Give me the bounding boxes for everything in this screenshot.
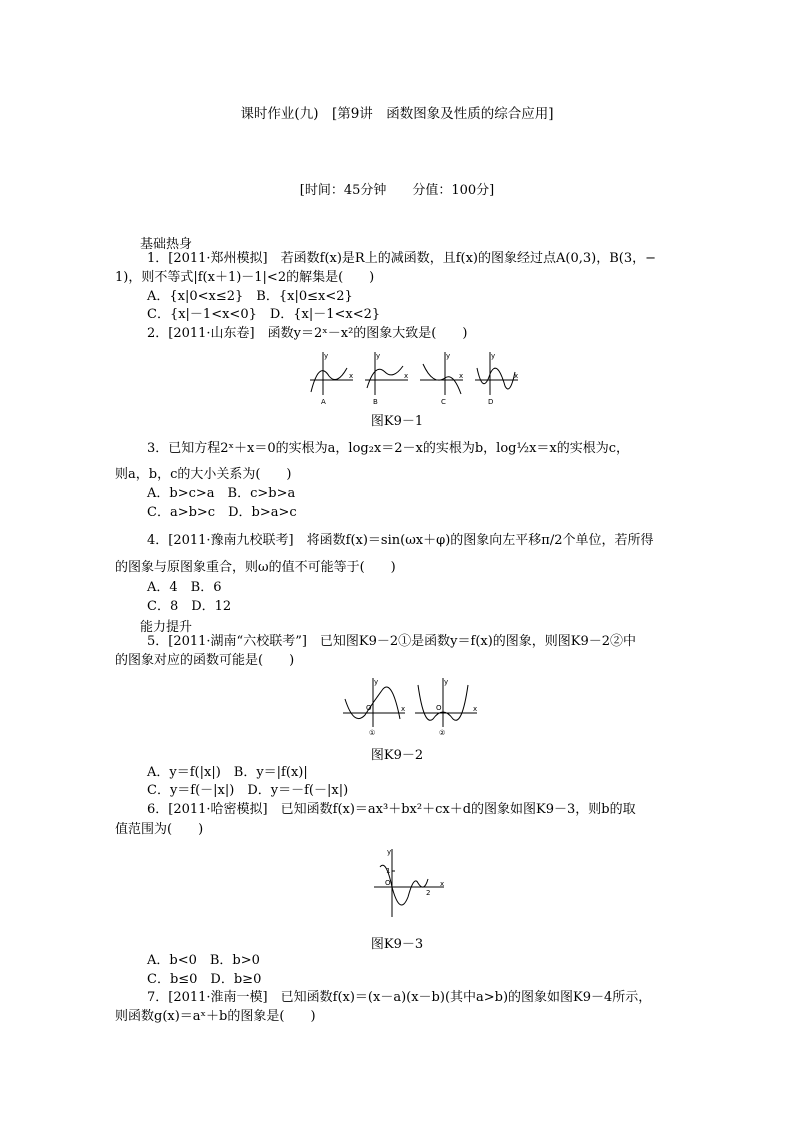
fig1-c-x-label: x xyxy=(459,372,464,380)
figure-k9-2 xyxy=(340,675,480,740)
q6-line1: 6．[2011·哈密模拟] 已知函数f(x)＝ax³＋bx²＋cx＋d的图象如图K9－3，则b的取 xyxy=(147,802,636,817)
page-title: 课时作业(九) [第9讲 函数图象及性质的综合应用] xyxy=(240,106,554,122)
q1-line2: 1)，则不等式|f(x＋1)－1|<2的解集是( ) xyxy=(115,270,375,285)
fig3-tick-2: 2 xyxy=(426,889,431,897)
fig1-a-y-label: y xyxy=(324,352,329,360)
fig2-2-x-label: x xyxy=(473,705,478,713)
fig3-tick-1: 1 xyxy=(386,867,391,875)
section-basic: 基础热身 xyxy=(140,237,193,252)
q4-line1: 4．[2011·豫南九校联考] 将函数f(x)＝sin(ωx＋φ)的图象向左平移π/2个单位，若所得 xyxy=(147,533,654,548)
fig2-label-1: ① xyxy=(369,729,376,737)
fig2-2-y-label: y xyxy=(444,678,449,686)
q3-line2: 则a，b，c的大小关系为( ) xyxy=(115,467,292,482)
q4-options-ab: A．4 B．6 xyxy=(147,580,222,595)
fig1-label-a: A xyxy=(321,398,326,405)
fig1-d-x-label: x xyxy=(514,372,519,380)
q5-line1: 5．[2011·湖南“六校联考”] 已知图K9－2①是函数y＝f(x)的图象，则图K9－2②中 xyxy=(147,634,637,649)
fig3-x-label: x xyxy=(440,880,445,888)
figure-k9-1-caption: 图K9－1 xyxy=(370,414,424,429)
fig3-origin: O xyxy=(385,879,391,887)
q1-options-ab: A．{x|0<x≤2} B．{x|0≤x<2} xyxy=(147,289,353,304)
fig2-2-origin: O xyxy=(436,704,442,712)
fig1-a-x-label: x xyxy=(349,372,354,380)
q1-options-cd: C．{x|－1<x<0} D．{x|－1<x<2} xyxy=(147,307,381,322)
fig1-b-x-label: x xyxy=(404,372,409,380)
q6-options-ab: A．b<0 B．b>0 xyxy=(147,953,260,968)
q5-options-cd: C．y＝f(－|x|) D．y＝－f(－|x|) xyxy=(147,783,349,798)
q7-line2: 则函数g(x)＝aˣ＋b的图象是( ) xyxy=(115,1009,316,1024)
q2-line1: 2．[2011·山东卷] 函数y＝2ˣ－x²的图象大致是( ) xyxy=(147,326,468,341)
fig1-label-c: C xyxy=(441,398,446,405)
q6-options-cd: C．b≤0 D．b≥0 xyxy=(147,972,262,987)
fig1-b-y-label: y xyxy=(376,352,381,360)
q5-line2: 的图象对应的函数可能是( ) xyxy=(115,653,295,668)
q4-line2: 的图象与原图象重合，则ω的值不可能等于( ) xyxy=(115,560,396,575)
figure-k9-3 xyxy=(370,845,450,920)
q6-line2: 值范围为( ) xyxy=(115,822,204,837)
fig2-label-2: ② xyxy=(439,729,446,737)
q5-options-ab: A．y＝f(|x|) B．y＝|f(x)| xyxy=(147,765,308,780)
q4-options-cd: C．8 D．12 xyxy=(147,599,232,614)
figure-k9-1 xyxy=(305,350,520,405)
fig2-1-y-label: y xyxy=(374,678,379,686)
fig1-label-b: B xyxy=(373,398,378,405)
q3-options-cd: C．a>b>c D．b>a>c xyxy=(147,505,297,520)
q1-line1: 1．[2011·郑州模拟] 若函数f(x)是R上的减函数，且f(x)的图象经过点A(0,3)，B(3，− xyxy=(147,251,656,266)
fig1-c-y-label: y xyxy=(446,352,451,360)
fig2-1-origin: O xyxy=(366,704,372,712)
figure-k9-2-caption: 图K9－2 xyxy=(370,748,424,763)
fig2-1-x-label: x xyxy=(401,705,406,713)
section-advanced: 能力提升 xyxy=(140,620,193,635)
q3-line1: 3．已知方程2ˣ＋x＝0的实根为a，log₂x＝2－x的实根为b，log½x＝x的实根为c， xyxy=(147,441,630,456)
q7-line1: 7．[2011·淮南一模] 已知函数f(x)＝(x－a)(x－b)(其中a>b)的图象如图K9－4所示， xyxy=(147,990,652,1005)
figure-k9-3-caption: 图K9－3 xyxy=(370,937,424,952)
time-score-info: [时间：45分钟 分值：100分] xyxy=(299,183,495,198)
q3-options-ab: A．b>c>a B．c>b>a xyxy=(147,486,296,501)
fig1-label-d: D xyxy=(488,398,494,405)
fig3-y-label: y xyxy=(387,848,392,856)
fig1-d-y-label: y xyxy=(491,352,496,360)
